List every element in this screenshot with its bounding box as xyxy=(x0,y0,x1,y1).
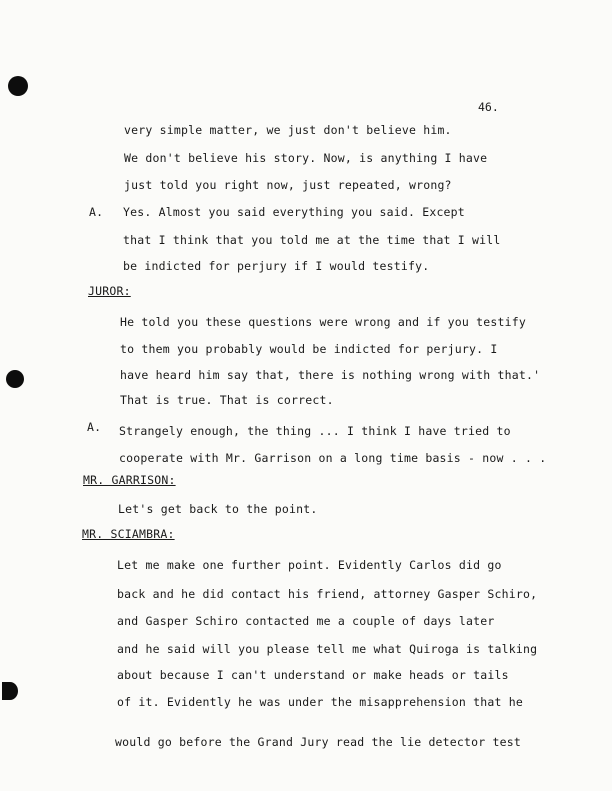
transcript-line: to them you probably would be indicted for perjury. I xyxy=(120,342,498,356)
transcript-line: of it. Evidently he was under the misapprehension that he xyxy=(117,695,524,709)
transcript-line: Strangely enough, the thing ... I think I have tried to xyxy=(119,424,511,438)
transcript-line: very simple matter, we just don't believe him. xyxy=(124,123,452,137)
answer-marker: A. xyxy=(87,420,102,434)
transcript-line: cooperate with Mr. Garrison on a long time basis - now . . . xyxy=(119,451,547,465)
transcript-line: and Gasper Schiro contacted me a couple of days later xyxy=(117,614,495,628)
transcript-line: Yes. Almost you said everything you said. Except xyxy=(123,205,465,219)
binder-hole-middle xyxy=(6,370,24,388)
binder-hole-bottom xyxy=(2,682,18,700)
transcript-line: have heard him say that, there is nothing wrong with that.' xyxy=(120,368,541,382)
speaker-label-mr-garrison: MR. GARRISON: xyxy=(83,473,176,487)
transcript-line: Let's get back to the point. xyxy=(118,502,318,516)
binder-hole-top xyxy=(8,76,28,96)
transcript-line: about because I can't understand or make heads or tails xyxy=(117,668,509,682)
transcript-line: That is true. That is correct. xyxy=(120,393,334,407)
transcript-line: be indicted for perjury if I would testify. xyxy=(123,259,430,273)
speaker-label-juror: JUROR: xyxy=(88,284,131,298)
transcript-line: and he said will you please tell me what Quiroga is talking xyxy=(117,642,538,656)
transcript-line: back and he did contact his friend, attorney Gasper Schiro, xyxy=(117,587,538,601)
transcript-line: Let me make one further point. Evidently Carlos did go xyxy=(117,558,502,572)
transcript-line: that I think that you told me at the time that I will xyxy=(123,233,501,247)
transcript-line: We don't believe his story. Now, is anything I have xyxy=(124,151,488,165)
transcript-line: just told you right now, just repeated, wrong? xyxy=(124,178,452,192)
transcript-line: He told you these questions were wrong and if you testify xyxy=(120,315,527,329)
speaker-label-mr-sciambra: MR. SCIAMBRA: xyxy=(82,527,175,541)
answer-marker: A. xyxy=(89,205,104,219)
transcript-line: would go before the Grand Jury read the lie detector test xyxy=(115,735,522,749)
page-number: 46. xyxy=(478,100,499,114)
